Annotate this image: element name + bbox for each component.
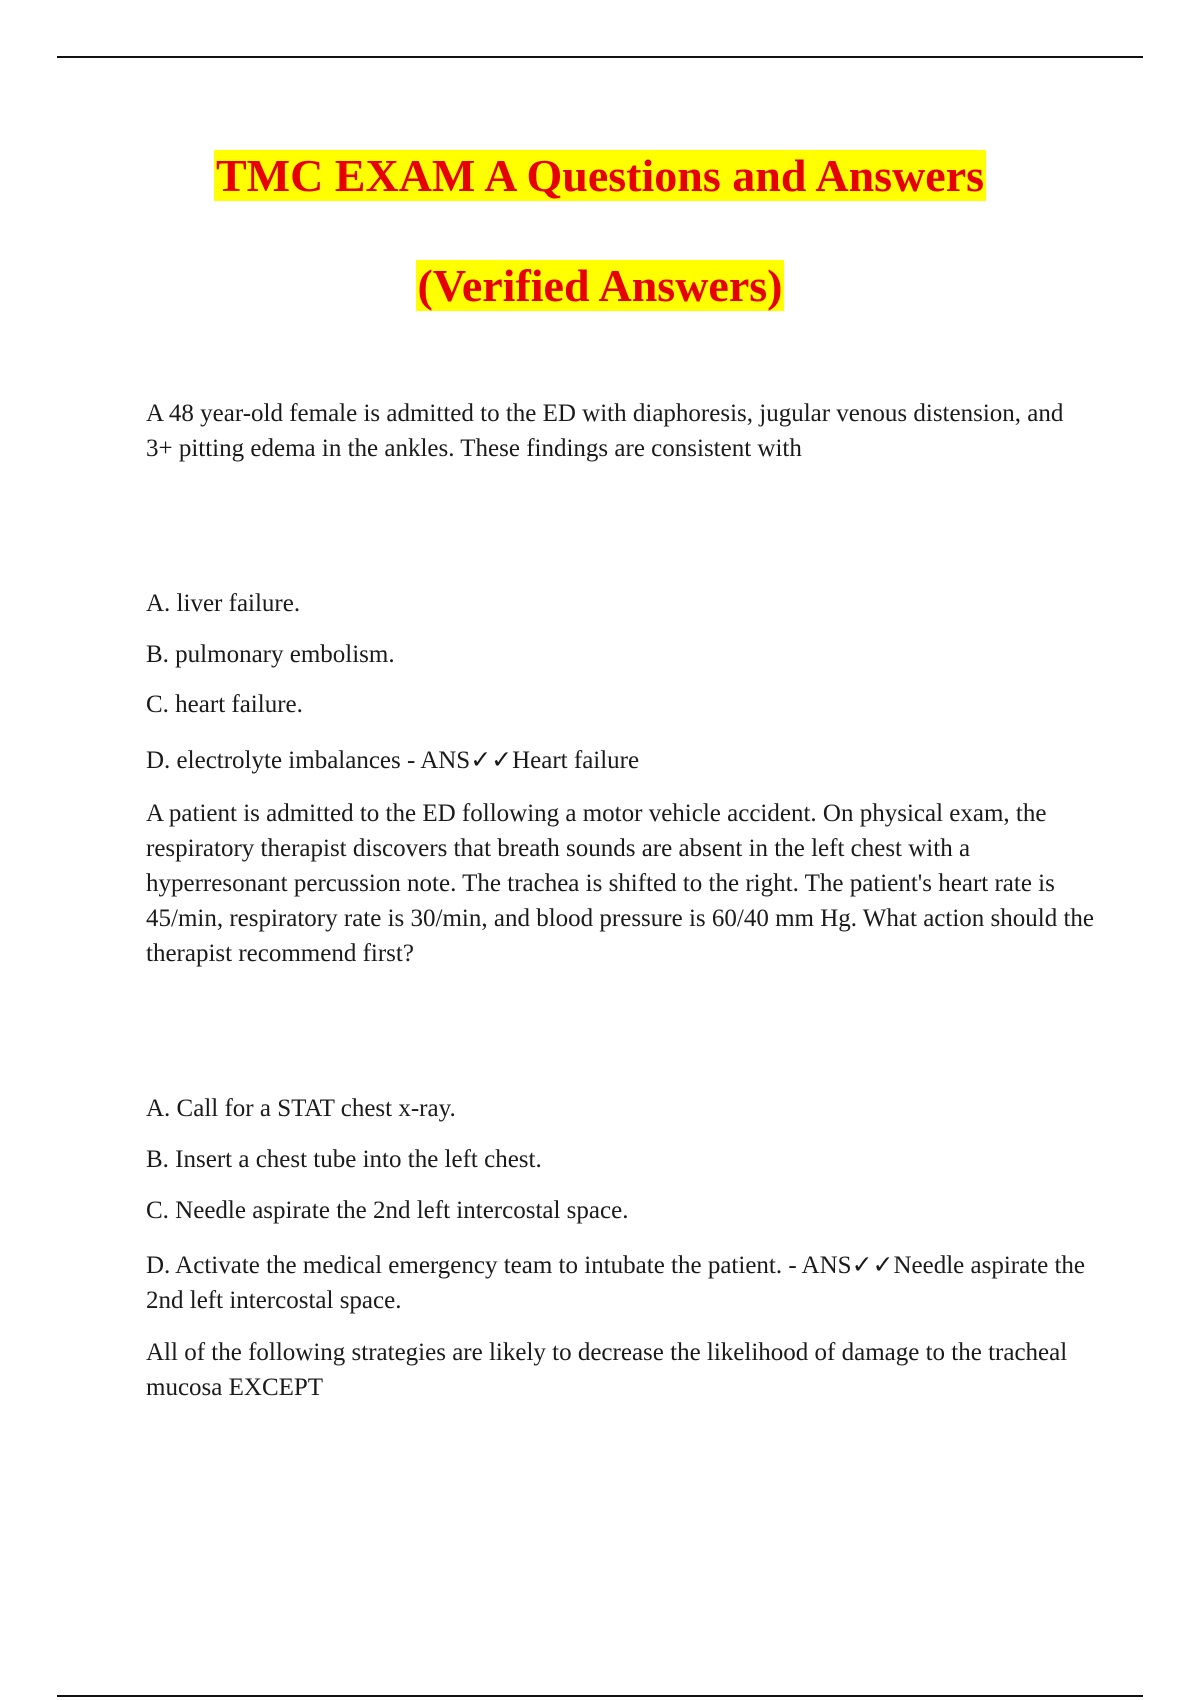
question-3-stem: All of the following strategies are likely to decrease the likelihood of damage to the tracheal mucosa EXCEPT <box>146 1339 1068 1401</box>
question-2-option-b: B. Insert a chest tube into the left chest. <box>146 1146 542 1173</box>
title-highlight-2: (Verified Answers) <box>417 260 783 311</box>
title-highlight-1: TMC EXAM A Questions and Answers <box>215 150 985 201</box>
question-1-stem: A 48 year-old female is admitted to the ED with diaphoresis, jugular venous distension, and 3+ pitting edema in the ankles. These findings are consistent with <box>146 400 1064 462</box>
header-rule <box>57 56 1143 58</box>
question-2-option-a: A. Call for a STAT chest x-ray. <box>146 1095 456 1122</box>
question-2-stem: A patient is admitted to the ED following a motor vehicle accident. On physical exam, the respiratory therapist discovers that breath sounds are absent in the left chest with a hyperresonant percussion note. The trachea is shifted to the right. The patient's heart rate is 45/min, respiratory rate is 30/min, and blood pressure is 60/40 mm Hg. What action should the therapist recommend first? <box>146 800 1094 967</box>
question-2-option-d-answer: D. Activate the medical emergency team to intubate the patient. - ANS✓✓Needle aspirate the 2nd left intercostal space. <box>146 1252 1086 1314</box>
question-1-option-d-answer: D. electrolyte imbalances - ANS✓✓Heart failure <box>146 747 640 774</box>
footer-rule <box>57 1695 1143 1697</box>
question-1-option-c: C. heart failure. <box>146 691 303 718</box>
question-2-option-c: C. Needle aspirate the 2nd left intercostal space. <box>146 1197 629 1224</box>
question-1-option-a: A. liver failure. <box>146 590 301 617</box>
document-title-line-1 <box>0 148 1200 204</box>
question-1-option-b: B. pulmonary embolism. <box>146 641 395 668</box>
document-title-line-2 <box>0 258 1200 314</box>
